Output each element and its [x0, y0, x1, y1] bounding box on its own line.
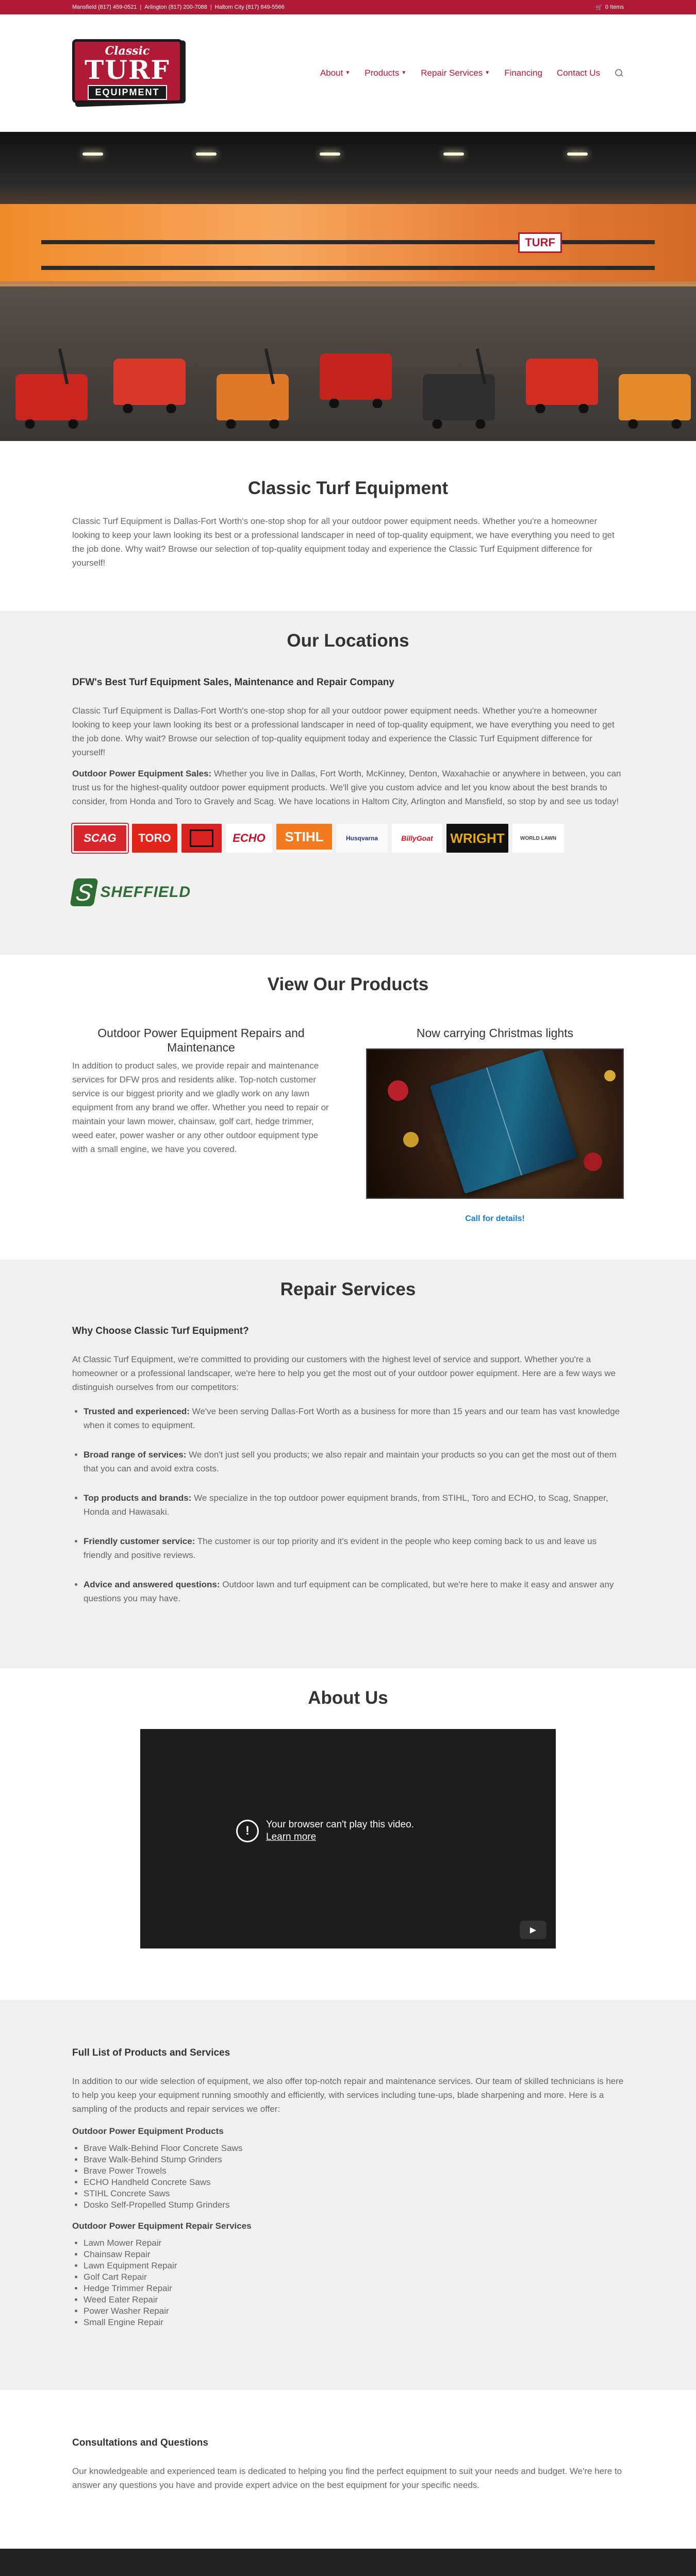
- list-item: • Golf Cart Repair: [84, 2272, 624, 2283]
- repairs-column: [72, 1026, 330, 1224]
- sheffield-mark: S: [70, 878, 98, 906]
- nav-financing-label: Financing: [504, 67, 542, 78]
- locations-subtitle: DFW's Best Turf Equipment Sales, Maintenance and Repair Company: [72, 677, 394, 688]
- nav-contact-us[interactable]: [557, 68, 600, 78]
- nav-contact-us-label: Contact Us: [556, 67, 600, 78]
- ornament: [584, 1153, 602, 1171]
- list-item: • Brave Walk-Behind Stump Grinders: [84, 2154, 624, 2165]
- mower-image: [217, 374, 289, 420]
- mower-image: [15, 374, 88, 420]
- about-section: [0, 1668, 696, 2000]
- nav-repair-services[interactable]: [421, 68, 490, 78]
- location-phone-haltom[interactable]: Haltom City (817) 849-5566: [214, 4, 285, 10]
- store-ceiling: [0, 132, 696, 204]
- call-for-details-link[interactable]: Call for details!: [465, 1214, 525, 1223]
- video-error-text: [266, 1819, 414, 1843]
- nav-products[interactable]: [364, 68, 406, 78]
- products-list: [84, 2143, 624, 2211]
- consult-title: Consultations and Questions: [72, 2437, 208, 2448]
- brand-logo-world-lawn[interactable]: WORLD LAWN: [512, 824, 564, 853]
- logo-line1: Classic: [105, 44, 150, 58]
- mower-image: [113, 359, 186, 405]
- cart-icon: 🛒: [595, 4, 603, 11]
- brand-logo-sheffield[interactable]: [72, 875, 191, 909]
- site-footer: [0, 2549, 696, 2576]
- mower-image: [320, 353, 392, 400]
- intro-title: Classic Turf Equipment: [247, 478, 449, 498]
- item-label: Advice and answered questions:: [84, 1580, 220, 1589]
- list-item: • Hedge Trimmer Repair: [84, 2283, 624, 2294]
- locations-section: [0, 611, 696, 955]
- video-player[interactable]: [140, 1729, 556, 1948]
- services-title: Repair Services: [280, 1279, 416, 1299]
- services-intro: At Classic Turf Equipment, we're committed to providing our customers with the highest level of service and support. Whether you're a homeowner or a professional landscaper, we're here to help you get the most out of your outdoor power equipment. Here are a few ways we distinguish ourselves from our competitors:: [72, 1354, 616, 1392]
- list-item: • Small Engine Repair: [84, 2317, 624, 2328]
- learn-more-link[interactable]: Learn more: [266, 1832, 317, 1842]
- item-label: Friendly customer service:: [84, 1536, 195, 1546]
- repairs-column-text: In addition to product sales, we provide repair and maintenance services for DFW pros and residents alike. Top-notch customer service is our biggest priority and we gladly work on any lawn equipment from any brand we offer. Whether you need to repair or maintain your lawn mower, chainsaw, golf cart, hedge trimmer, weed eater, power washer or any other outdoor equipment type with a small engine, we have you covered.: [72, 1061, 329, 1154]
- list-item: • ECHO Handheld Concrete Saws: [84, 2177, 624, 2188]
- location-phones: [72, 4, 285, 10]
- location-phone-arlington[interactable]: Arlington (817) 200-7088: [144, 4, 207, 10]
- brand-logo-stihl[interactable]: STIHL: [276, 824, 332, 853]
- products-title: View Our Products: [267, 974, 429, 994]
- separator: |: [210, 4, 212, 10]
- honda-mark: [190, 829, 213, 847]
- cart-label: 0 Items: [605, 4, 624, 10]
- list-item: • Lawn Equipment Repair: [84, 2260, 624, 2272]
- list-item: [84, 1534, 624, 1562]
- item-text: The customer is our top priority and it's evident in the people who keep coming back to us and leave us friendly and positive reviews.: [84, 1536, 597, 1560]
- ornament: [403, 1132, 419, 1147]
- chevron-down-icon: ▼: [401, 70, 407, 76]
- full-list-section: [0, 2000, 696, 2390]
- item-text: Outdoor lawn and turf equipment can be complicated, but we're here to make it easy and answer any questions you may have.: [84, 1580, 614, 1603]
- services-list: [84, 1404, 624, 1605]
- mower-image: [526, 359, 598, 405]
- brand-logo-honda[interactable]: [181, 824, 222, 853]
- nav-about-label: About: [320, 67, 343, 78]
- list-item: • Lawn Mower Repair: [84, 2238, 624, 2249]
- list-item: • STIHL Concrete Saws: [84, 2188, 624, 2199]
- repairs-list-title: Outdoor Power Equipment Repair Services: [72, 2221, 252, 2231]
- repairs-column-title: Outdoor Power Equipment Repairs and Maintenance: [97, 1026, 305, 1054]
- brand-logo-toro[interactable]: TORO: [132, 824, 177, 853]
- nav-about[interactable]: [320, 68, 350, 78]
- christmas-column: [366, 1026, 624, 1224]
- nav-repair-services-label: Repair Services: [421, 67, 483, 78]
- item-label: Top products and brands:: [84, 1493, 192, 1503]
- hero-image: [0, 132, 696, 441]
- christmas-column-title: Now carrying Christmas lights: [416, 1026, 574, 1040]
- services-subtitle: Why Choose Classic Turf Equipment?: [72, 1326, 249, 1336]
- christmas-lights-image: [366, 1048, 624, 1199]
- logo-line2: TURF: [85, 54, 170, 85]
- list-item: • Weed Eater Repair: [84, 2294, 624, 2306]
- separator: |: [140, 4, 142, 10]
- locations-sales-text: [72, 767, 624, 808]
- ornament: [604, 1070, 616, 1081]
- intro-section: [0, 441, 696, 611]
- brand-logo-billygoat[interactable]: BillyGoat: [392, 824, 442, 853]
- sheffield-text: SHEFFIELD: [100, 884, 191, 901]
- site-logo[interactable]: [72, 37, 188, 109]
- nav-products-label: Products: [364, 67, 400, 78]
- alert-icon: !: [236, 1820, 259, 1842]
- search-icon[interactable]: [615, 69, 624, 78]
- brand-logos: [72, 824, 624, 853]
- wall-shelf: [41, 240, 655, 244]
- consult-text: Our knowledgeable and experienced team is dedicated to helping you find the perfect equipment to suit your needs and budget. We're here to answer any questions you have and provide expert advice on the best equipment for your specific needs.: [72, 2466, 622, 2490]
- logo-line3: EQUIPMENT: [88, 85, 167, 100]
- fulllist-title: Full List of Products and Services: [72, 2047, 230, 2058]
- list-item: • Brave Walk-Behind Floor Concrete Saws: [84, 2143, 624, 2154]
- brand-logo-husqvarna[interactable]: Husqvarna: [336, 824, 388, 853]
- list-item: [84, 1404, 624, 1432]
- catalog-book: [430, 1049, 578, 1194]
- item-text: We've been serving Dallas-Fort Worth as a business for more than 15 years and our team has vast knowledge when it comes to equipment.: [84, 1406, 620, 1430]
- brand-logo-wright[interactable]: WRIGHT: [446, 824, 508, 853]
- sales-text: Whether you live in Dallas, Fort Worth, McKinney, Denton, Waxahachie or anywhere in between, you can trust us for the highest-quality outdoor power equipment products. We'll give you custom advice and let you know about the best brands to consider, from Honda and Toro to Gravely and Scag. We have locations in Haltom City, Arlington and Mansfield, so stop by and see us today!: [72, 769, 621, 806]
- consultations-section: [0, 2390, 696, 2549]
- chevron-down-icon: ▼: [345, 70, 351, 76]
- ornament: [388, 1080, 408, 1101]
- list-item: [84, 1491, 624, 1519]
- chevron-down-icon: ▼: [485, 70, 490, 76]
- sales-label: Outdoor Power Equipment Sales:: [72, 769, 212, 778]
- site-header: [0, 14, 696, 132]
- ceiling-light: [82, 152, 103, 156]
- repairs-list: [84, 2238, 624, 2328]
- item-text: We don't just sell you products; we also repair and maintain your products so you can get the most out of them that you can and avoid extra costs.: [84, 1450, 617, 1473]
- location-phone-mansfield[interactable]: Mansfield (817) 459-0521: [72, 4, 137, 10]
- intro-text: Classic Turf Equipment is Dallas-Fort Worth's one-stop shop for all your outdoor power equipment needs. Whether you're a homeowner looking to keep your lawn looking its best or a professional landscaper in need of top-quality equipment, we have everything you need to get the job done. Why wait? Browse our selection of top-quality equipment today and experience the Classic Turf Equipment difference for yourself!: [72, 516, 615, 568]
- ceiling-light: [196, 152, 217, 156]
- products-section: [0, 955, 696, 1260]
- ceiling-light: [567, 152, 588, 156]
- about-title: About Us: [308, 1688, 388, 1708]
- locations-title: Our Locations: [287, 631, 409, 651]
- brand-logo-echo[interactable]: ECHO: [226, 824, 272, 853]
- store-sign: TURF: [518, 232, 562, 253]
- item-label: Trusted and experienced:: [84, 1406, 190, 1416]
- list-item: [84, 1578, 624, 1605]
- list-item: [84, 1448, 624, 1476]
- ceiling-light: [320, 152, 340, 156]
- logo-badge: [72, 39, 183, 103]
- wall-shelf: [41, 266, 655, 270]
- nav-financing[interactable]: [504, 68, 542, 78]
- item-label: Broad range of services:: [84, 1450, 187, 1460]
- repair-services-section: [0, 1260, 696, 1668]
- list-item: • Dosko Self-Propelled Stump Grinders: [84, 2199, 624, 2211]
- products-list-title: Outdoor Power Equipment Products: [72, 2126, 224, 2136]
- video-error: [236, 1819, 414, 1843]
- list-item: • Chainsaw Repair: [84, 2249, 624, 2260]
- video-error-message: Your browser can't play this video.: [266, 1819, 415, 1830]
- ceiling-light: [443, 152, 464, 156]
- top-bar: [0, 0, 696, 14]
- cart-link[interactable]: [595, 4, 624, 11]
- item-text: We specialize in the top outdoor power equipment brands, from STIHL, Toro and ECHO, to Scag, Snapper, Honda and Hawasaki.: [84, 1493, 608, 1517]
- products-row: [72, 1026, 624, 1224]
- brand-logo-scag[interactable]: SCAG: [72, 824, 128, 853]
- youtube-icon[interactable]: ▶: [520, 1921, 546, 1939]
- locations-text: Classic Turf Equipment is Dallas-Fort Worth's one-stop shop for all your outdoor power equipment needs. Whether you're a homeowner looking to keep your lawn looking its best or a professional landscaper in need of top-quality equipment, we have everything you need to get the job done. Why wait? Browse our selection of top-quality equipment today and experience the Classic Turf Equipment difference for yourself!: [72, 706, 615, 757]
- main-nav: [320, 68, 624, 78]
- list-item: • Brave Power Trowels: [84, 2165, 624, 2177]
- mower-image: [619, 374, 691, 420]
- list-item: • Power Washer Repair: [84, 2306, 624, 2317]
- fulllist-intro: In addition to our wide selection of equipment, we also offer top-notch repair and maintenance services. Our team of skilled technicians is here to help you keep your equipment running smoothly and efficiently, with services including tune-ups, blade sharpening and more. Here is a sampling of the products and repair services we offer:: [72, 2076, 624, 2114]
